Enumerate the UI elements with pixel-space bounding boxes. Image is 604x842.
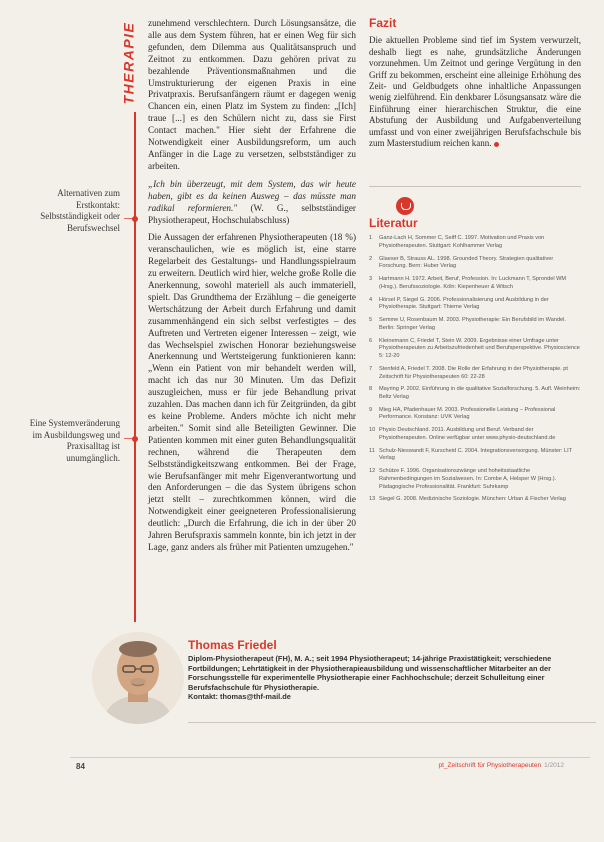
literature-number: 8 xyxy=(369,386,373,393)
literature-text: Mayring P. 2002. Einführung in die qualitative Sozialforschung. 5. Aufl. Weinheim: Beltz Verlag xyxy=(379,386,581,400)
margin-note: Alternativen zum Erstkontakt: Selbstständigkeit oder Berufswechsel xyxy=(40,188,120,233)
author-box xyxy=(92,632,600,750)
literature-item xyxy=(369,496,581,504)
literature-number: 2 xyxy=(369,255,373,262)
literature-text: Ganz-Lach H, Sommer C, Seiff C. 1997. Motivation und Praxis von Physiotherapeuten. Stuttgart: Kohlhammer Verlag xyxy=(379,235,545,249)
literature-text: Glaeser B, Strauss AL. 1998. Grounded Theory. Strategien qualitativer Forschung. Bern: Huber Verlag xyxy=(379,255,554,270)
literature-item xyxy=(369,366,581,381)
literature-list xyxy=(369,235,581,504)
literature-number: 7 xyxy=(369,365,373,372)
literature-number: 4 xyxy=(369,296,373,303)
author-portrait-icon xyxy=(92,632,184,724)
literature-item xyxy=(369,235,581,250)
contact-label: Kontakt: xyxy=(188,692,218,702)
literature-text: Stenfeld A, Friedel T. 2008. Die Rolle der Erfahrung in der Physiotherapie. pt Zeitschrift für Physiotherapeuten 60: 22-28 xyxy=(379,365,568,380)
author-photo xyxy=(92,632,184,724)
fazit-text: Die aktuellen Probleme sind tief im System verwurzelt, deshalb liegt es nahe, grundsätzliche Änderungen vorzunehmen. Um Zeitnot und geringe Vergütung in den Griff zu bekommen, erscheint eine alleinige Erhöhung des Zeit- und Geldbudgets ohne inhaltliche Anpassungen wenig zielführend. Ein denkbarer Lösungsansatz wäre die Einführung einer hierarchischen Struktur, die eine Abstufung der Ausbildung und Aufgabenverteilung umfasst und von einer zweijährigen Berufsfachschule bis zum Masterstudium reichen kann. xyxy=(369,35,581,149)
literature-number: 9 xyxy=(369,406,373,413)
section-rule xyxy=(134,112,136,622)
main-article-column xyxy=(148,18,356,560)
end-mark-icon xyxy=(494,142,499,147)
literature-text: Hartmann H. 1972. Arbeit, Beruf, Profession. In: Luckmann T, Sprondel WM (Hrsg.). Berufssoziologie. Köln: Kiepenheuer & Witsch xyxy=(379,276,567,290)
fazit-box xyxy=(369,18,581,149)
footer-rule xyxy=(70,757,590,758)
literature-text: Schütze F. 1996. Organisationszwänge und hoheitsstaatliche Rahmenbedingungen im Sozialwesen. In: Combe A, Helsper W (Hrsg.). Pädagogische Professionalität. Frankfurt: Suhrkamp xyxy=(379,468,557,490)
literature-text: Kleinemann C, Friedel T, Stein W. 2009. Ergebnisse einer Umfrage unter Physiotherapeuten zu Arbeitszufriedenheit und Berufsperspektive. Physioscience 5: 12-20 xyxy=(379,337,580,360)
literature-item xyxy=(369,427,581,442)
margin-note-leader xyxy=(124,438,134,439)
literature-number: 11 xyxy=(369,447,375,454)
literature-item xyxy=(369,317,581,332)
quote-text: „Ich bin überzeugt, mit dem System, das wir heute haben, gibt es da keinen Ausweg – das müsste man radikal reformieren." xyxy=(148,178,356,213)
literature-text: Mieg HA, Pfadenhauer M. 2003. Professionelle Leistung – Professional Performance. Konstanz: UVK Verlag xyxy=(379,406,556,421)
section-label: THERAPIE xyxy=(120,21,137,105)
literature-item xyxy=(369,448,581,463)
author-divider xyxy=(188,722,596,723)
author-contact: thomas@thf-mail.de xyxy=(217,692,291,702)
literature-number: 1 xyxy=(369,235,373,242)
literature-text: Siegel G. 2008. Medizinische Soziologie. München: Urban & Fischer Verlag xyxy=(379,496,566,503)
literature-item xyxy=(369,386,581,401)
literature-number: 5 xyxy=(369,317,373,324)
literature-title: Literatur xyxy=(369,216,418,230)
pull-quote xyxy=(148,179,356,227)
author-bio: Diplom-Physiotherapeut (FH), M. A.; seit 1994 Physiotherapeut; 14-jährige Praxistätigkeit; verschiedene Fortbildungen; Lehrtätigkeit in der Physiotherapieausbildung und wissenschaftlicher Mitarbeiter an der Forschungsstelle für experimentelle Physiotherapie einer Fachhochschule; derzeit Schulleitung einer Berufsfachschule für Physiotherapie. Kontakt: thomas@thf-mail.de xyxy=(188,654,552,702)
page-number: 84 xyxy=(76,762,85,771)
margin-note-marker xyxy=(132,436,138,442)
literature-number: 3 xyxy=(369,276,373,283)
journal-name: pt_Zeitschrift für Physiotherapeuten xyxy=(438,762,542,769)
literature-text: Physio Deutschland. 2011. Ausbildung und Beruf. Verband der Physiotherapeuten. Online verfügbar unter www.physio-deutschland.de xyxy=(379,427,556,441)
literature-item xyxy=(369,468,581,491)
body-paragraph: Die Aussagen der erfahrenen Physiotherapeuten (18 %) veranschaulichen, wie es möglich ist, eine starre Regelarbeit des Gestaltungs- und Handlungsspielraum zu erweitern. Deutlich wird hier, welche große Rolle die Anerkennung, sowohl materiell als auch immateriell, spielt. Das Grundthema der Erzählung – die geneigerte Wertschätzung der Arbeit durch Erfahrung und damit zusammenhängend ein sich selbst verfestigtes – des Auftreten und Vertreten eigener Interessen – zeigt, wie das Wechselspiel zwischen Honorar beziehungsweise Anerkennung und Wertsteigerung funktionieren kann: „Wenn ein Patient von mir behandelt werden will, macht ich das nur 30 Minuten. Um das Defizit auszugleichen, muss er für jede Behandlung privat zuzahlen. Das machen dann ich für Zeitgründen, da gibt es keine Probleme. Anders möchte ich nicht mehr arbeiten." Somit sind alle Beteiligten Gewinner. Die Patienten kommen mit einer guten Behandlungsqualität rechnen, während die Therapeuten dem Selbstständigkeitszwang entkommen. Bei der Frage, wie Berufsanfänger mit mehr Eigenverantwortung und den Anforderungen – die das System übrigens schon jetzt stellt – zurechtkommen können, wird die Notwendigkeit einer geeigneteren Professionalisierung deutlich: „Durch die Erfahrung, die ich in der über 20 Jahren Berufspraxis sammeln konnte, bin ich jetzt in der Lage, ganz anders als früher mit Patienten umzugehen." xyxy=(148,232,356,552)
literature-text: Schulz-Nieswandt F, Kurscheid C. 2004. Integrationsversorgung. Münster: LIT Verlag xyxy=(379,447,572,462)
literature-item xyxy=(369,297,581,312)
literature-item xyxy=(369,256,581,271)
body-paragraph: zunehmend verschlechtern. Durch Lösungsansätze, die alle aus dem System führen, hat er einen Weg für sich gefunden, dem Dilemma aus Qualitätsanspruch und Zeitnot zu entkommen. Dazu gehören privat zu bezahlende Präventionsmaßnahmen und die Umstrukturierung der eigenen Praxis in eine Privatpraxis. Berufsanfängern räumt er dagegen wenig Chancen ein, einen Platz im System zu finden: „[Ich] traue [...] es den Schülern nicht zu, dass sie First Contact machen." Hier sieht der Erfahrene die Notwendigkeit einer Ausbildungsreform, um auch Anfänger in die Lage zu versetzen, selbstständiger zu arbeiten. xyxy=(148,18,356,171)
literature-number: 10 xyxy=(369,427,376,434)
literature-number: 13 xyxy=(369,496,376,503)
margin-note-marker xyxy=(132,216,138,222)
literature-text: Hörsel P, Siegel G. 2006. Professionalisierung und Ausbildung in der Physiotherapie. Stuttgart: Thieme Verlag xyxy=(379,296,549,311)
author-name: Thomas Friedel xyxy=(188,638,277,652)
literature-item xyxy=(369,407,581,422)
literature-text: Semme U, Rosenbaum M. 2003. Physiotherapie: Ein Berufsbild im Wandel. Berlin: Springer Verlag xyxy=(379,317,566,331)
margin-note: Eine Systemveränderung im Ausbildungsweg und Praxisalltag ist unumgänglich. xyxy=(29,418,120,463)
literature-number: 12 xyxy=(369,468,376,475)
literature-item xyxy=(369,276,581,291)
literature-section xyxy=(369,218,581,509)
margin-note-leader xyxy=(124,218,134,219)
quote-attribution: (W. G., selbstständiger Physiotherapeut, Hochschulabschluss) xyxy=(148,202,356,225)
fazit-title: Fazit xyxy=(369,16,397,30)
column-divider xyxy=(369,186,581,187)
journal-issue: 1/2012 xyxy=(544,762,564,769)
literature-badge-icon xyxy=(396,197,414,215)
journal-footer xyxy=(438,762,564,769)
literature-number: 6 xyxy=(369,337,373,344)
literature-item xyxy=(369,338,581,361)
